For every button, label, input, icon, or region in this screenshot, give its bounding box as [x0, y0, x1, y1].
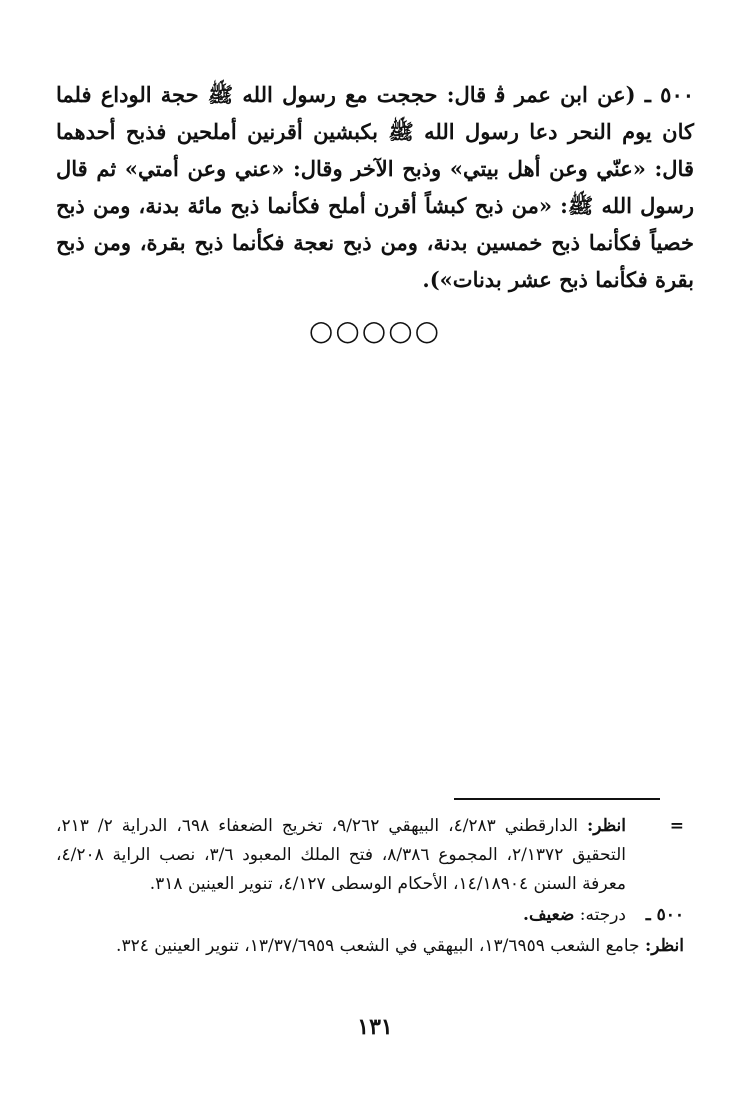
footnotes: [56, 812, 684, 963]
footnote-label: انظر:: [644, 936, 684, 956]
hadith-text: (عن ابن عمر ﭬ قال: حججت مع رسول الله ﷺ حجة الوداع فلما كان يوم النحر دعا رسول الله ﷺ بكبشين أقرنين أملحين فذبح أحدهما قال: «عنّي وعن أهل بيتي» وذبح الآخر وقال: «عني وعن أمتي» ثم قال رسول الله ﷺ: «من ذبح كبشاً أقرن أملح فكأنما ذبح مائة بدنة، ومن ذبح خصياً فكأنما ذبح خمسين بدنة، ومن ذبح نعجة فكأنما ذبح بقرة، ومن ذبح بقرة فكأنما ذبح عشر بدنات»).: [56, 82, 694, 292]
continuation-mark: =: [669, 816, 684, 836]
footnote-text: جامع الشعب ١٣/٦٩٥٩، البيهقي في الشعب ١٣/٣٧/٦٩٥٩، تنوير العينين ٣٢٤.: [116, 936, 640, 956]
grade-value: ضعيف.: [523, 905, 575, 925]
footnote-separator: [454, 798, 660, 800]
hadith-paragraph: [56, 76, 694, 298]
hadith-number: ٥٠٠ ـ: [644, 82, 695, 107]
footnote-label: انظر:: [586, 816, 626, 836]
footnote-grade: [56, 901, 684, 930]
footnote-previous-references: [56, 812, 684, 899]
grade-label: درجته:: [579, 905, 626, 925]
footnote-text: الدارقطني ٤/٢٨٣، البيهقي ٩/٢٦٢، تخريج الضعفاء ٦٩٨، الدراية ٢/ ٢١٣، التحقيق ٢/١٣٧٢، المجموع ٨/٣٨٦، فتح الملك المعبود ٣/٦، نصب الراية ٤/٢٠٨، معرفة السنن ١٤/١٨٩٠٤، الأحكام الوسطى ٤/١٢٧، تنوير العينين ٣١٨.: [56, 816, 626, 894]
footnote-number: ٥٠٠ ـ: [645, 905, 684, 925]
page-number: ١٣١: [357, 1014, 393, 1040]
footnote-references: [56, 932, 684, 961]
section-divider-circles: ○○○○○: [308, 314, 442, 347]
